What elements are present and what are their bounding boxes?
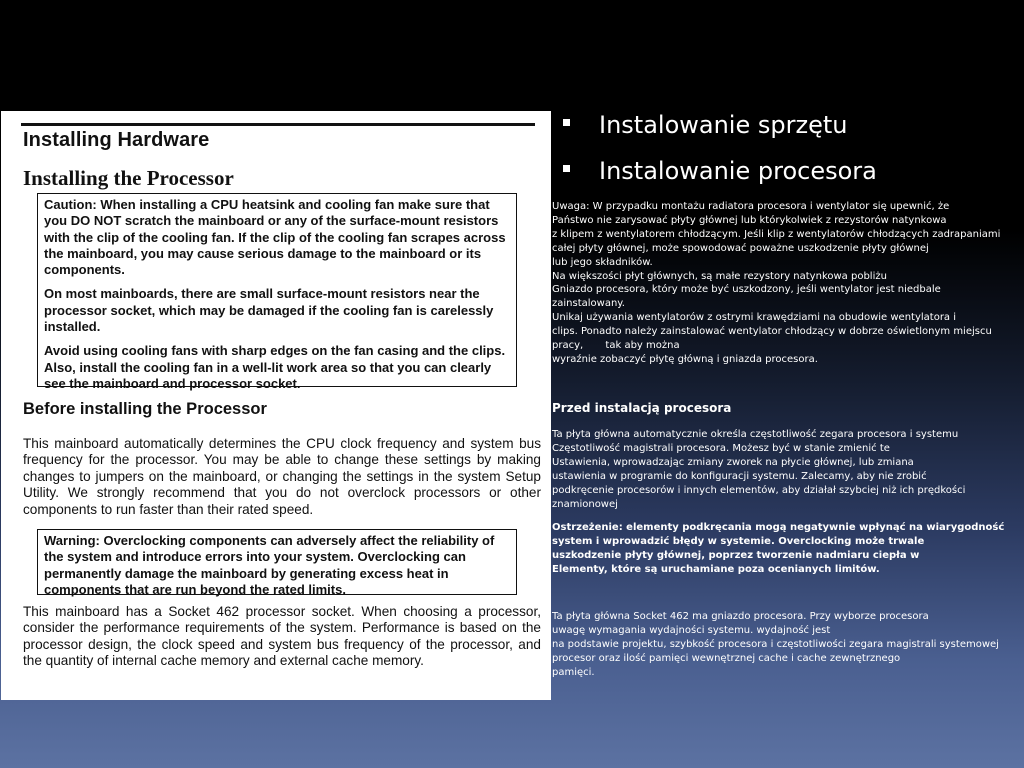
before-installing-text: This mainboard automatically determines the CPU clock frequency and system bus frequency for the processor. You may be able to change these settings by making changes to jumpers on the mainboard, or changing the settings in the system Setup Utility. We strongly recommend that you do not overclock processors or other components to run faster than their rated speed. <box>23 436 541 517</box>
warning-text: Warning: Overclocking components can adversely affect the reliability of the system and introduce errors into your system. Overclocking can permanently damage the mainboard by generating excess heat in components that are run beyond the rated limits. <box>44 533 495 597</box>
square-bullet-icon <box>563 119 570 126</box>
socket-translation: Ta płyta główna Socket 462 ma gniazdo procesora. Przy wyborze procesora uwagę wymagania wydajności systemu. wydajność jest na podstawie projektu, szybkość procesora i częstotliwości zegara magistrali systemowej procesor oraz ilość pamięci wewnętrznej cache i cache zewnętrznego pamięci. <box>552 611 999 678</box>
manual-subtitle: Installing the Processor <box>23 166 234 190</box>
bullet-label: Instalowanie procesora <box>599 157 877 185</box>
caution-translation: Uwaga: W przypadku montażu radiatora procesora i wentylator się upewnić, że Państwo nie zarysować płyty głównej lub którykolwiek z rezystorów natynkowa z klipem z wentylatorem chłodzącym. Jeśli klip z wentylatorów chłodzących zadrapaniami całej płyty głównej, może spowodować poważne uszkodzenie płyty głównej lub jego składników. Na większości płyt głównych, są małe rezystory natynkowa pobliżu Gniazdo procesora, który może być uszkodzony, jeśli wentylator jest niedbale zainstalowany. Unikaj używania wentylatorów z ostrymi krawędziami na obudowie wentylatora i clips. Ponadto należy zainstalować wentylator chłodzący w dobrze oświetlonym miejscu pracy, tak aby można wyraźnie zobaczyć płytę główną i gniazda procesora. <box>552 201 1001 365</box>
square-bullet-icon <box>563 165 570 172</box>
manual-title: Installing Hardware <box>23 129 210 151</box>
slide-bullet-list <box>562 106 877 198</box>
top-rule <box>21 123 535 126</box>
caution-box <box>37 193 517 391</box>
before-installing-heading-translation: Przed instalacją procesora <box>552 401 732 415</box>
before-installing-heading: Before installing the Processor <box>23 400 267 418</box>
socket-text: This mainboard has a Socket 462 processor socket. When choosing a processor, consider the performance requirements of the system. Performance is based on the processor design, the clock speed and system bus frequency of the processor, and the quantity of internal cache memory and external cache memory. <box>23 604 541 669</box>
bullet-item <box>562 106 877 152</box>
caution-paragraph-3: Avoid using cooling fans with sharp edges on the fan casing and the clips. Also, install the cooling fan in a well-lit work area so that you can clearly see the mainboard and processor socket. <box>44 343 506 391</box>
warning-translation: Ostrzeżenie: elementy podkręcania mogą negatywnie wpłynąć na wiarygodność system i wprowadzić błędy w systemie. Overclocking może trwale uszkodzenie płyty głównej, poprzez tworzenie nadmiaru ciepła w Elementy, które są uruchamiane poza ocenianych limitów. <box>552 522 1005 575</box>
caution-paragraph-2: On most mainboards, there are small surface-mount resistors near the processor socket, which may be damaged if the cooling fan is carelessly installed. <box>44 286 494 335</box>
before-installing-translation: Ta płyta główna automatycznie określa częstotliwość zegara procesora i systemu Częstotliwość magistrali procesora. Możesz być w stanie zmienić te Ustawienia, wprowadzając zmiany zworek na płycie głównej, lub zmiana ustawienia w programie do konfiguracji systemu. Zalecamy, aby nie zrobić podkręcenie procesorów i innych elementów, aby działał szybciej niż ich prędkości znamionowej <box>552 429 966 510</box>
warning-box <box>37 529 517 595</box>
bullet-item <box>562 152 877 198</box>
caution-paragraph-1: Caution: When installing a CPU heatsink and cooling fan make sure that you DO NOT scratch the mainboard or any of the surface-mount resistors with the clip of the cooling fan. If the clip of the cooling fan scrapes across the mainboard, you may cause serious damage to the mainboard or its components. <box>44 197 506 278</box>
bullet-label: Instalowanie sprzętu <box>599 111 848 139</box>
scanned-manual-page <box>1 111 551 700</box>
